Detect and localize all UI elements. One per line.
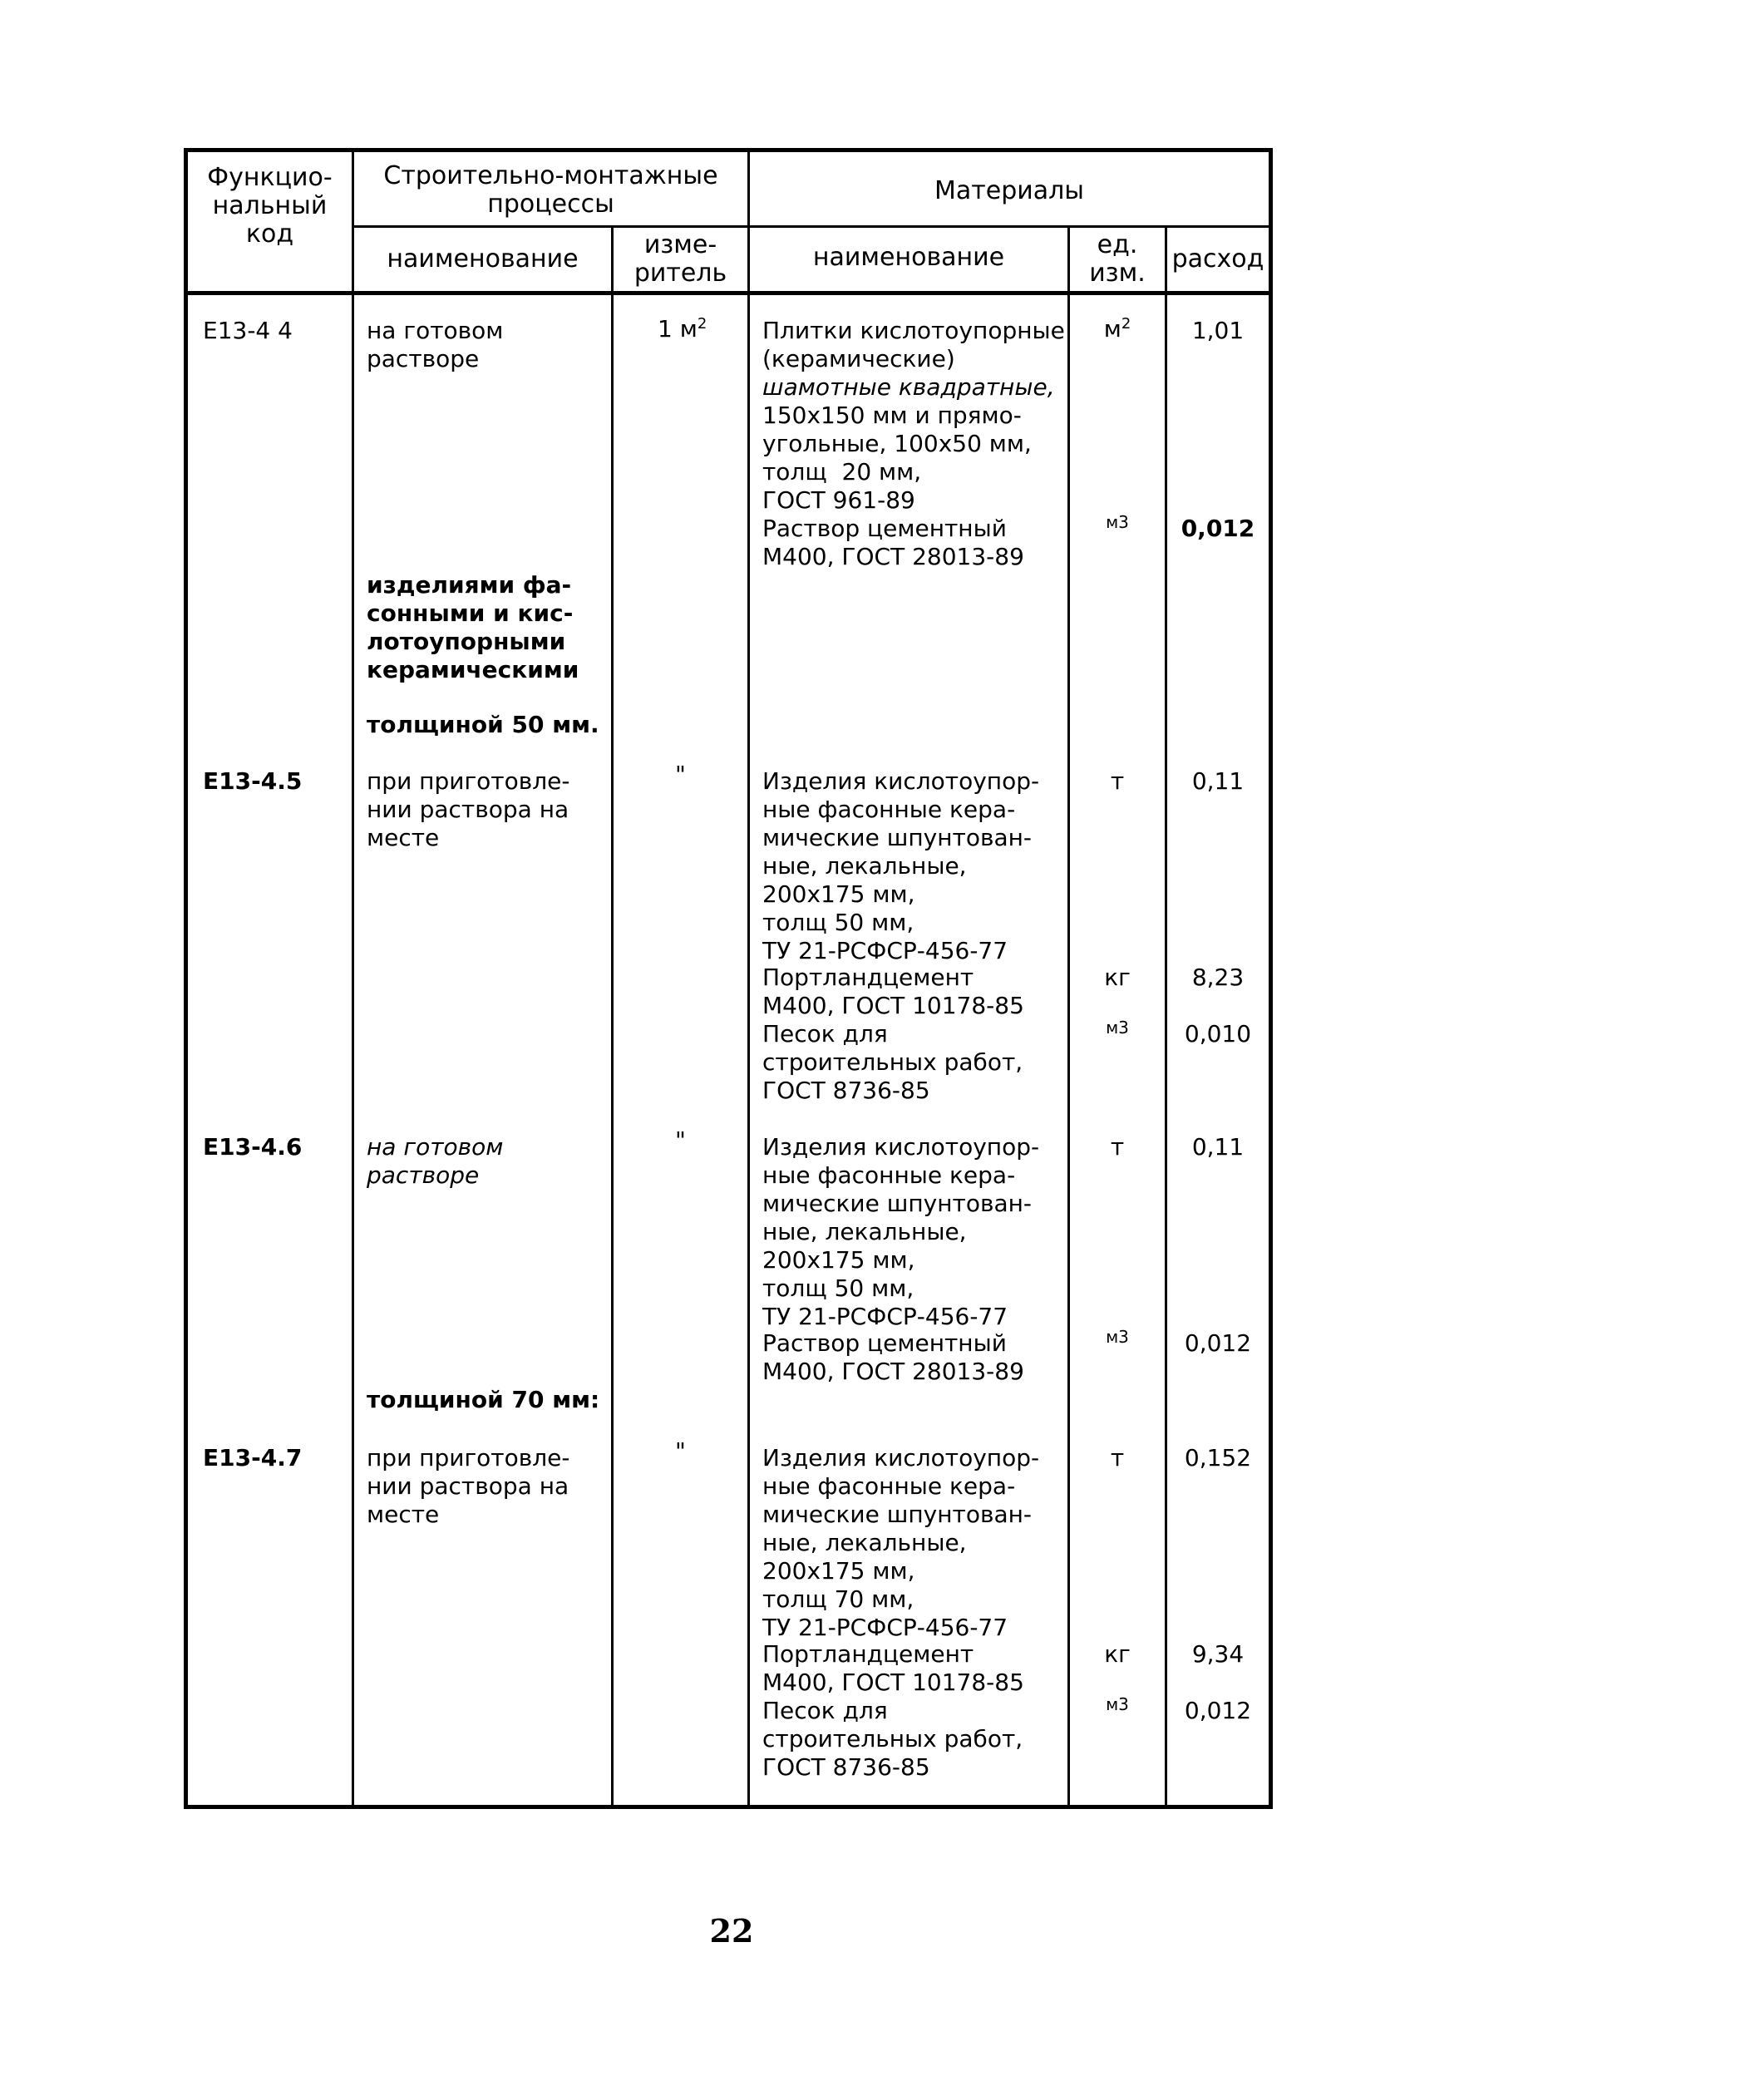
material-unit: м3 (1106, 1694, 1129, 1714)
material-rate: 0,010 (1184, 1020, 1252, 1048)
process-unit: " (675, 1126, 686, 1154)
material-rate: 8,23 (1191, 964, 1245, 991)
process-name: при приготовле- нии раствора на месте (367, 1444, 570, 1528)
material-rate: 0,11 (1191, 1133, 1245, 1161)
header-process-name: наименование (387, 244, 579, 274)
material-rate: 1,01 (1191, 317, 1245, 344)
group-heading: толщиной 70 мм: (367, 1386, 600, 1413)
header-bottom-rule (188, 291, 1269, 295)
material-rate: 0,11 (1191, 767, 1245, 795)
material-unit: $м^2$ (1103, 315, 1131, 343)
process-name: на готовом растворе (367, 1133, 504, 1189)
process-name: на готовом растворе (367, 317, 504, 372)
row-code: Е13-4.5 (203, 767, 303, 795)
col-divider (1165, 228, 1167, 1805)
material-unit: т (1110, 1444, 1125, 1471)
material-name: Раствор цементный М400, ГОСТ 28013-89 (762, 1329, 1024, 1385)
col-divider (352, 152, 354, 1805)
material-name: Изделия кислотоупор- ные фасонные кера- мические шпунтован- ные, лекальные, 200х175 мм, толщ 70 мм, ТУ 21-РСФСР-456-77 (762, 1444, 1040, 1641)
material-rate: 0,012 (1184, 1329, 1252, 1357)
row-code: Е13-4.7 (203, 1444, 303, 1471)
material-name: Песок для строительных работ, ГОСТ 8736-85 (762, 1020, 1023, 1104)
row-code: Е13-4.6 (203, 1133, 303, 1161)
group-heading: изделиями фа- сонными и кис- лотоупорными керамическими (367, 571, 579, 683)
norms-table (184, 148, 1273, 1809)
material-unit: кг (1104, 1640, 1131, 1668)
header-material-rate: расход (1171, 244, 1264, 274)
material-unit: м3 (1106, 512, 1129, 532)
material-rate: 0,012 (1181, 515, 1255, 542)
header-material-unit: ед. изм. (1089, 230, 1146, 288)
header-code: Функцио- нальный код (207, 163, 333, 249)
page-number: 22 (709, 1912, 754, 1950)
header-divider (352, 225, 1269, 228)
material-rate: 0,152 (1184, 1444, 1252, 1471)
material-rate: 0,012 (1184, 1697, 1252, 1724)
material-name: Изделия кислотоупор- ные фасонные кера- мические шпунтован- ные, лекальные, 200х175 мм, толщ 50 мм, ТУ 21-РСФСР-456-77 (762, 1133, 1040, 1330)
material-unit: м3 (1106, 1018, 1129, 1038)
col-divider (747, 152, 750, 1805)
material-rate: 9,34 (1191, 1640, 1245, 1668)
header-processes: Строительно-монтажные процессы (383, 161, 718, 219)
material-name: Изделия кислотоупор- ные фасонные кера- мические шпунтован- ные, лекальные, 200х175 мм, толщ 50 мм, ТУ 21-РСФСР-456-77 (762, 767, 1040, 964)
group-heading: толщиной 50 мм. (367, 711, 599, 738)
process-name: при приготовле- нии раствора на месте (367, 767, 570, 851)
material-name: Портландцемент М400, ГОСТ 10178-85 (762, 1640, 1024, 1696)
material-name: 150х150 мм и прямо- угольные, 100х50 мм, толщ 20 мм, ГОСТ 961-89 (762, 402, 1032, 514)
material-name-italic: шамотные квадратные, (762, 373, 1055, 401)
header-process-unit: изме- ритель (633, 230, 727, 288)
material-unit: м3 (1106, 1327, 1129, 1347)
material-name: Раствор цементный М400, ГОСТ 28013-89 (762, 515, 1024, 570)
col-divider (611, 228, 614, 1805)
process-unit: " (675, 1437, 686, 1465)
material-unit: т (1110, 1133, 1125, 1161)
material-name: Плитки кислотоупорные (керамические) (762, 317, 1065, 372)
material-unit: кг (1104, 964, 1131, 991)
material-name: Портландцемент М400, ГОСТ 10178-85 (762, 964, 1024, 1019)
material-name: Песок для строительных работ, ГОСТ 8736-85 (762, 1697, 1023, 1781)
row-code: Е13-4 4 (203, 317, 293, 344)
process-unit: 1 $м^2$ (658, 315, 707, 343)
header-material-name: наименование (812, 243, 1005, 272)
process-unit: " (675, 761, 686, 788)
material-unit: т (1110, 767, 1125, 795)
header-materials: Материалы (934, 176, 1084, 205)
